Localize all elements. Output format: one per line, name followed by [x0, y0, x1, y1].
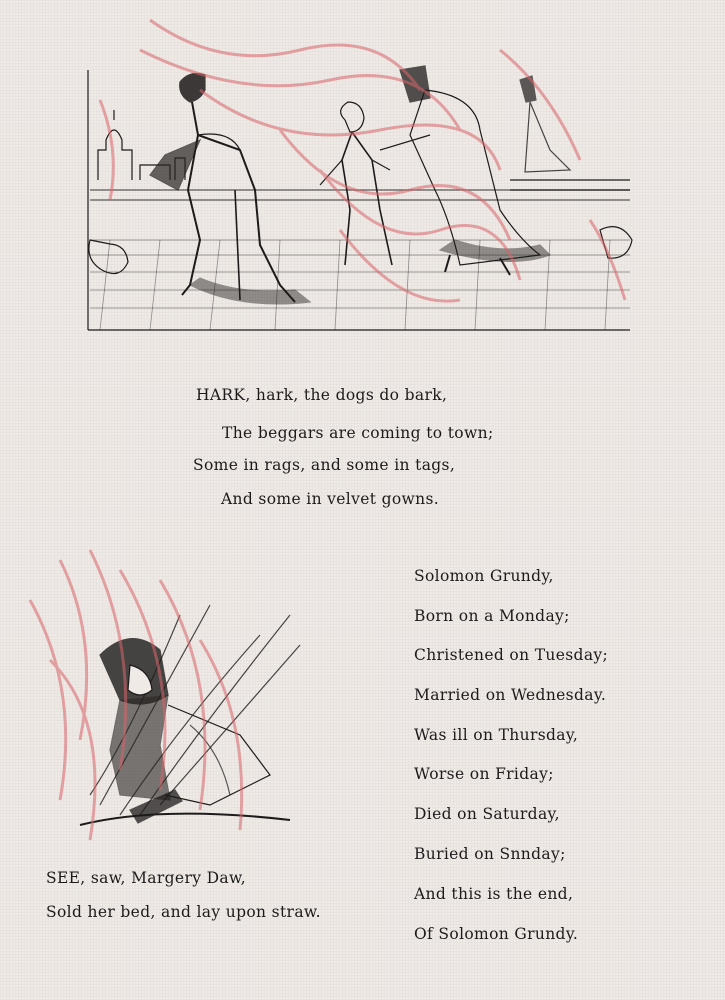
solomon-line-3: Christened on Tuesday;: [414, 646, 609, 664]
solomon-line-5: Was ill on Thursday,: [414, 726, 579, 744]
solomon-line-4: Married on Wednesday.: [414, 686, 607, 704]
margery-line-1: SEE, saw, Margery Daw,: [46, 869, 247, 887]
margery-daw-illustration: [60, 575, 320, 845]
beggars-illustration: [80, 40, 640, 350]
hark-line-4: And some in velvet gowns.: [221, 490, 440, 508]
solomon-line-6: Worse on Friday;: [414, 765, 554, 783]
hark-line-1: HARK, hark, the dogs do bark,: [196, 386, 448, 404]
hark-line-2: The beggars are coming to town;: [222, 424, 494, 442]
solomon-line-8: Buried on Snnday;: [414, 845, 566, 863]
solomon-line-7: Died on Saturday,: [414, 805, 560, 823]
solomon-line-2: Born on a Monday;: [414, 607, 570, 625]
solomon-line-9: And this is the end,: [414, 885, 574, 903]
solomon-line-1: Solomon Grundy,: [414, 567, 554, 585]
margery-line-2: Sold her bed, and lay upon straw.: [46, 903, 321, 921]
hark-line-3: Some in rags, and some in tags,: [193, 456, 456, 474]
solomon-line-10: Of Solomon Grundy.: [414, 925, 579, 943]
